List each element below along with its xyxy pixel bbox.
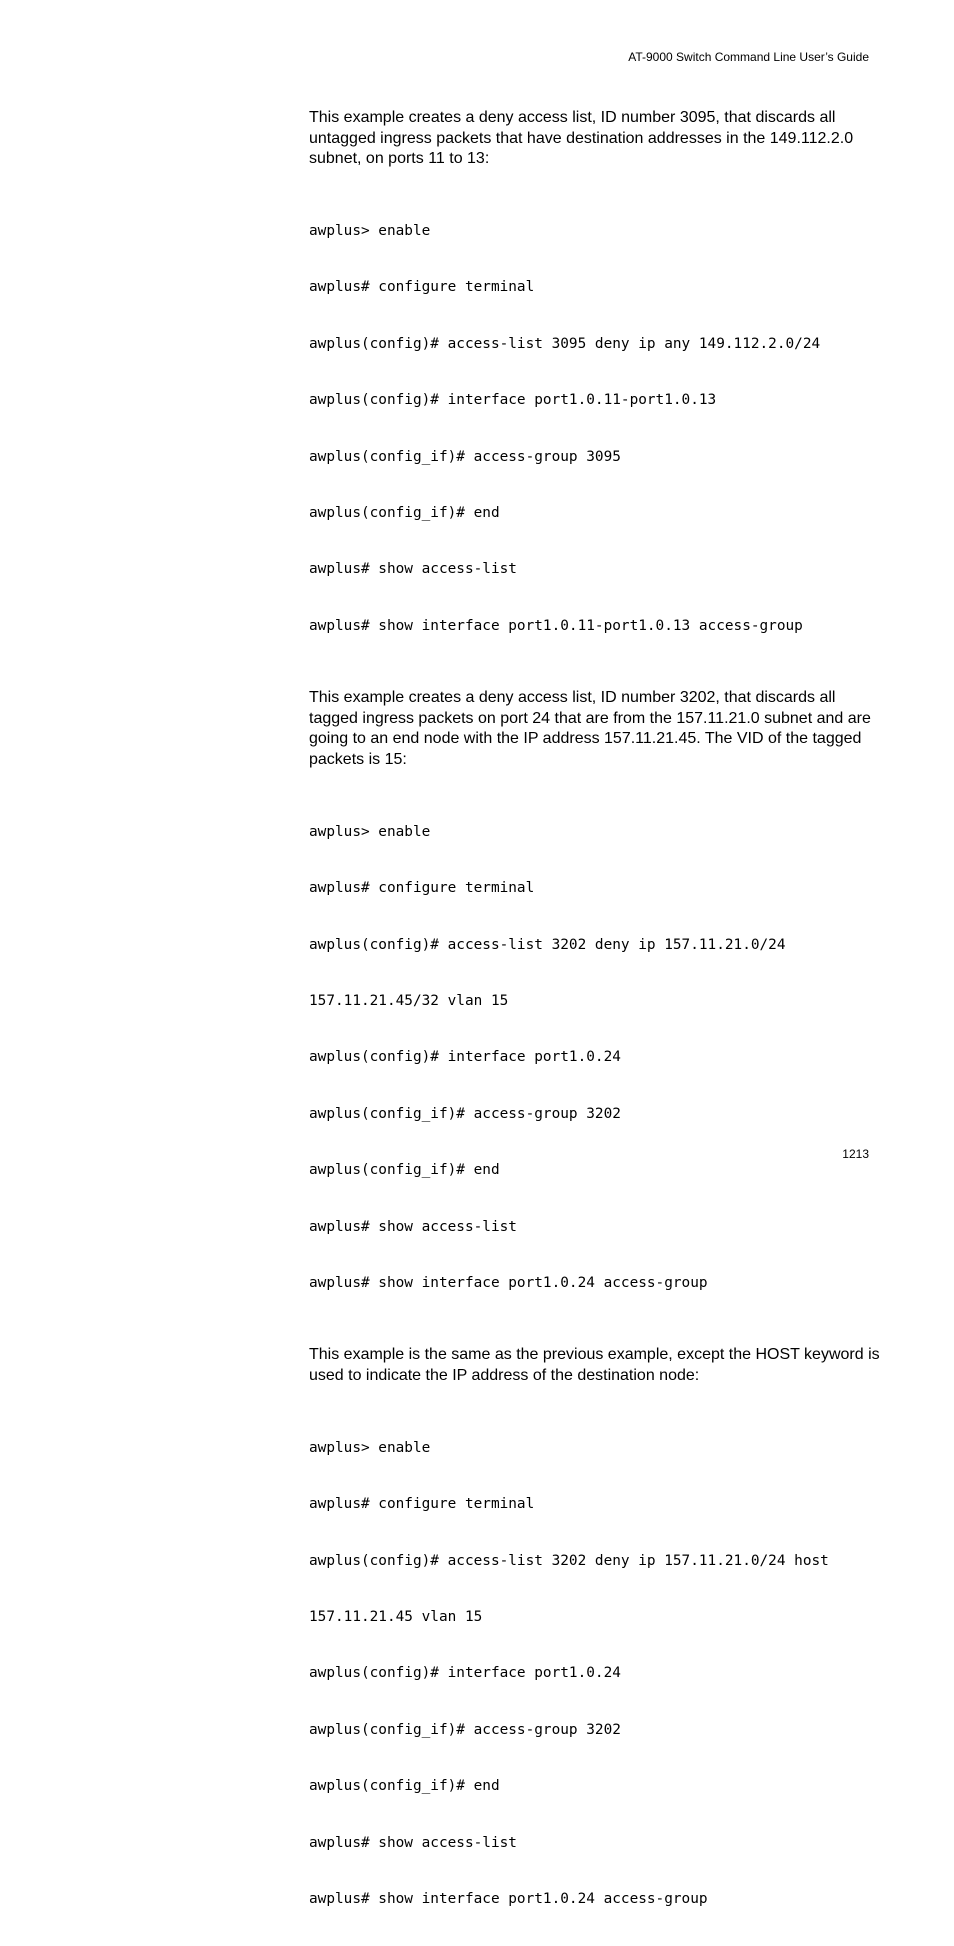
running-header: AT-9000 Switch Command Line User’s Guide	[628, 50, 869, 64]
code-line: awplus(config_if)# end	[309, 1162, 500, 1179]
code-line: awplus(config_if)# end	[309, 1778, 500, 1795]
code-line: awplus# configure terminal	[309, 279, 535, 296]
code-line: awplus# show access-list	[309, 1834, 517, 1851]
code-line: awplus(config)# access-list 3095 deny ip any 149.112.2.0/24	[309, 335, 821, 352]
code-line: awplus# show interface port1.0.24 access-group	[309, 1891, 708, 1908]
code-line: awplus# show access-list	[309, 1218, 517, 1235]
code-line: 157.11.21.45 vlan 15	[309, 1609, 483, 1626]
code-line: awplus# configure terminal	[309, 880, 535, 897]
code-line: awplus# show interface port1.0.24 access-group	[309, 1274, 708, 1291]
code-line: 157.11.21.45/32 vlan 15	[309, 992, 509, 1009]
page-body	[309, 108, 884, 1946]
code-line: awplus(config)# interface port1.0.24	[309, 1665, 621, 1682]
code-line: awplus(config)# interface port1.0.24	[309, 1049, 621, 1066]
code-line: awplus# show access-list	[309, 561, 517, 578]
page-number: 1213	[842, 1147, 869, 1161]
code-block-1	[309, 185, 884, 674]
example-description-3: This example is the same as the previous example, except the HOST keyword is used to indicate the IP address of the destination node:	[309, 1346, 880, 1384]
code-line: awplus# configure terminal	[309, 1496, 535, 1513]
code-block-2	[309, 785, 884, 1330]
code-line: awplus> enable	[309, 1439, 431, 1456]
code-line: awplus(config)# access-list 3202 deny ip 157.11.21.0/24	[309, 936, 786, 953]
code-line: awplus> enable	[309, 823, 431, 840]
example-description-2: This example creates a deny access list, ID number 3202, that discards all tagged ingress packets on port 24 that are from the 157.11.21.0 subnet and are going to an end node with the IP address 157.11.21.45. The VID of the tagged packets is 15:	[309, 689, 871, 768]
code-line: awplus(config_if)# access-group 3095	[309, 448, 621, 465]
code-line: awplus# show interface port1.0.11-port1.0.13 access-group	[309, 617, 803, 634]
code-line: awplus(config_if)# end	[309, 505, 500, 522]
code-line: awplus(config)# access-list 3202 deny ip 157.11.21.0/24 host	[309, 1552, 829, 1569]
code-block-3	[309, 1401, 884, 1946]
code-line: awplus(config_if)# access-group 3202	[309, 1105, 621, 1122]
example-description-1: This example creates a deny access list, ID number 3095, that discards all untagged ingress packets that have destination addresses in the 149.112.2.0 subnet, on ports 11 to 13:	[309, 109, 854, 167]
code-line: awplus(config)# interface port1.0.11-port1.0.13	[309, 392, 717, 409]
code-line: awplus> enable	[309, 223, 431, 240]
code-line: awplus(config_if)# access-group 3202	[309, 1721, 621, 1738]
